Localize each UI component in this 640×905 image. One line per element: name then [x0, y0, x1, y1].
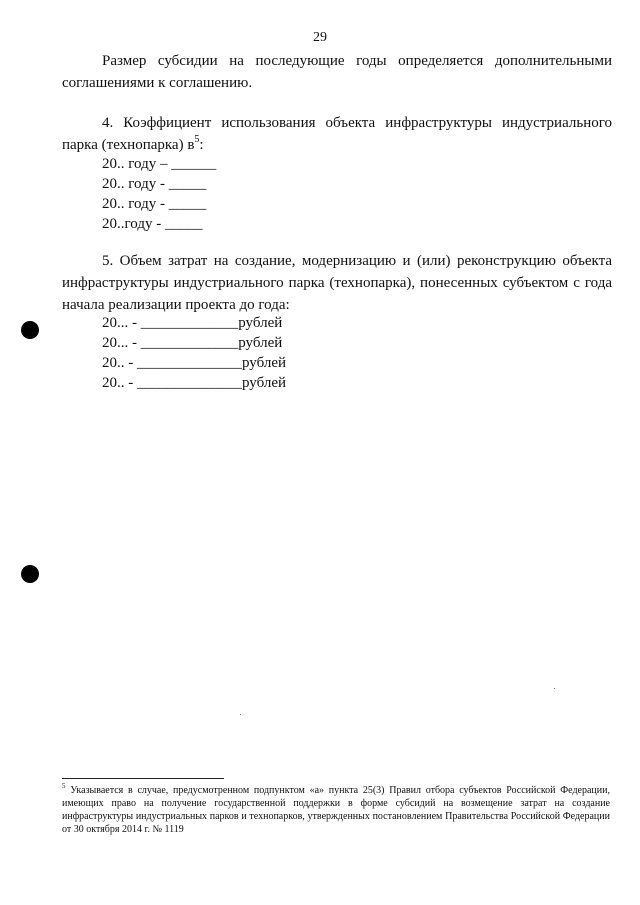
section-4-heading-text: 4. Коэффициент использования объекта инфраструктуры индустриального парка (технопарка) в: [62, 115, 612, 153]
scan-speck: [240, 714, 241, 715]
section-5-line: 20.. - ______________рублей: [102, 355, 287, 371]
section-5-line: 20... - _____________рублей: [102, 315, 283, 331]
footnote-text: Указывается в случае, предусмотренном подпунктом «а» пункта 25(3) Правил отбора субъектов Российской Федерации, имеющих право на получение государственной поддержки в форме субсидий на возмещение затрат на создание инфраструктуры индустриальных парков и технопарков, утвержденных постановлением Правительства Российской Федерации от 30 октября 2014 г. № 1119: [62, 785, 610, 835]
footnote-marker: 5: [62, 781, 66, 790]
section-5-line: 20... - _____________рублей: [102, 335, 283, 351]
intro-paragraph: Размер субсидии на последующие годы определяется дополнительными соглашениями к соглашению.: [62, 53, 612, 91]
section-4-line: 20.. году - _____: [102, 196, 207, 212]
section-4-line: 20.. году - _____: [102, 176, 207, 192]
section-5-heading: 5. Объем затрат на создание, модернизацию и (или) реконструкцию объекта инфраструктуры индустриального парка (технопарка), понесенных субъектом с года начала реализации проекта до года:: [62, 253, 612, 313]
scan-speck: [554, 688, 555, 689]
section-5-line: 20.. - ______________рублей: [102, 375, 287, 391]
footnote-reference: 5: [194, 134, 200, 145]
footnote: [62, 781, 610, 836]
punch-hole-mark: [21, 565, 39, 583]
section-4-heading: [62, 112, 612, 156]
section-4-line: 20..году - _____: [102, 216, 203, 232]
page-number: 29: [313, 30, 327, 45]
punch-hole-mark: [21, 321, 39, 339]
section-4-line: 20.. году – ______: [102, 156, 217, 172]
footnote-separator: [62, 778, 224, 779]
section-4-heading-tail: :: [199, 137, 204, 153]
